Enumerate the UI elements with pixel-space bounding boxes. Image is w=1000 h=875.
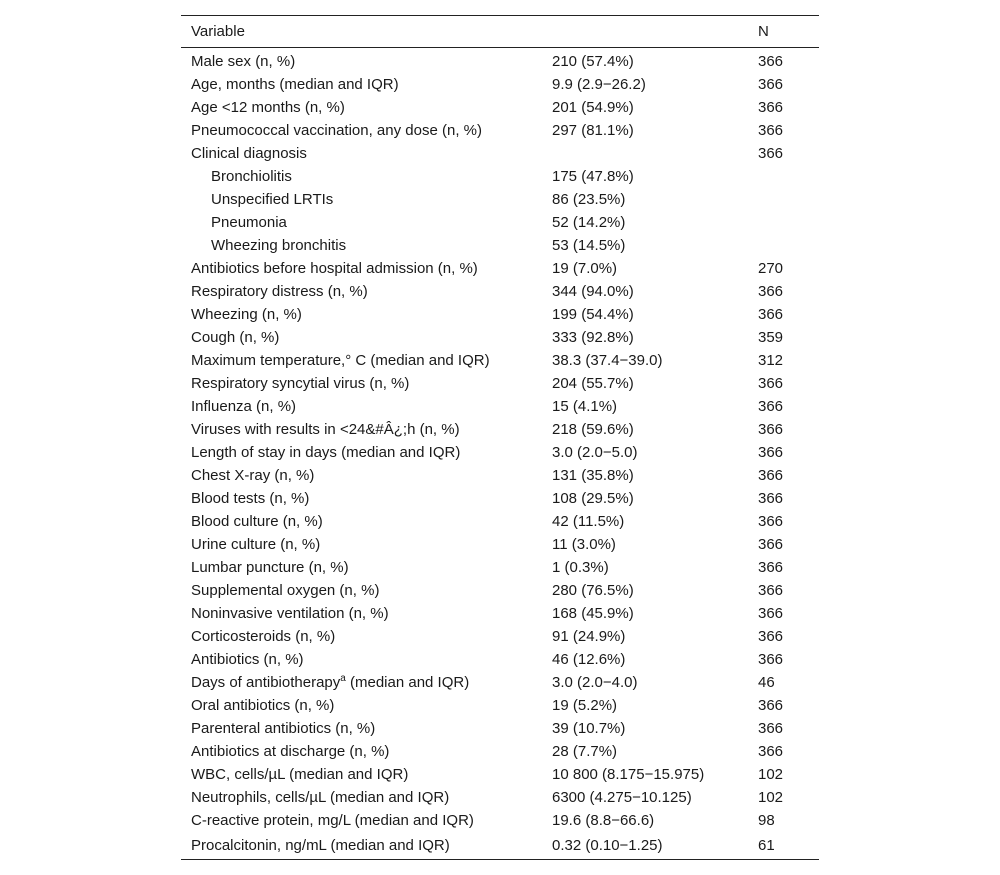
cell-value: 6300 (4.275−10.125) [552,789,692,806]
cell-variable [181,510,542,533]
cell-value: 19 (5.2%) [552,697,618,714]
variable-label-suffix: (median and IQR) [345,674,470,691]
cell-variable [181,326,542,349]
cell-value: 204 (55.7%) [552,375,634,392]
table-row [181,740,819,763]
cell-value: 39 (10.7%) [552,720,626,737]
cell-n: 366 [758,76,784,93]
table-row [181,671,819,694]
variable-label: Bronchiolitis [211,168,292,185]
cell-variable [181,487,542,510]
cell-n: 366 [758,536,784,553]
variable-label: Male sex (n, %) [191,53,296,70]
variable-label: Chest X-ray (n, %) [191,467,315,484]
cell-value: 3.0 (2.0−4.0) [552,674,638,691]
cell-variable [181,671,542,694]
cell-value: 38.3 (37.4−39.0) [552,352,663,369]
cell-n: 366 [758,651,784,668]
cell-variable [181,395,542,418]
variable-label: Respiratory distress (n, %) [191,283,368,300]
patient-characteristics-table [181,15,819,860]
variable-label: Blood culture (n, %) [191,513,323,530]
table-body [181,48,819,860]
header-variable: Variable [181,16,542,48]
table-row [181,579,819,602]
table-row [181,372,819,395]
cell-n: 366 [758,559,784,576]
cell-variable [181,717,542,740]
cell-n: 366 [758,53,784,70]
cell-value: 11 (3.0%) [552,536,616,553]
table-row [181,119,819,142]
cell-value: 199 (54.4%) [552,306,634,323]
variable-label: Antibiotics (n, %) [191,651,304,668]
cell-n [748,188,819,211]
table-row [181,625,819,648]
cell-variable [181,303,542,326]
data-table-container [181,15,819,860]
cell-value: 46 (12.6%) [552,651,626,668]
table-row [181,257,819,280]
cell-n: 270 [758,260,784,277]
cell-n [748,211,819,234]
table-header [181,16,819,48]
table-row [181,303,819,326]
cell-value: 10 800 (8.175−15.975) [552,766,705,783]
cell-variable [181,602,542,625]
cell-value: 19.6 (8.8−66.6) [552,812,655,829]
cell-n: 366 [758,743,784,760]
table-row [181,832,819,860]
variable-label: Neutrophils, cells/µL (median and IQR) [191,789,450,806]
cell-variable [181,211,542,234]
table-row [181,464,819,487]
cell-variable [181,648,542,671]
variable-label: WBC, cells/µL (median and IQR) [191,766,409,783]
variable-label: C-reactive protein, mg/L (median and IQR) [191,812,474,829]
cell-value: 333 (92.8%) [552,329,634,346]
variable-label: Respiratory syncytial virus (n, %) [191,375,410,392]
cell-n [748,165,819,188]
table-row [181,441,819,464]
cell-n: 366 [758,605,784,622]
table-row [181,717,819,740]
cell-n: 61 [748,832,819,860]
cell-value: 28 (7.7%) [552,743,618,760]
cell-value: 210 (57.4%) [552,53,634,70]
cell-variable [181,786,542,809]
variable-label: Unspecified LRTIs [211,191,334,208]
cell-value: 168 (45.9%) [552,605,634,622]
cell-value: 201 (54.9%) [552,99,634,116]
cell-n: 366 [758,306,784,323]
cell-n: 359 [758,329,784,346]
table-row [181,142,819,165]
variable-label: Age <12 months (n, %) [191,99,345,116]
header-row [181,16,819,48]
cell-variable [181,694,542,717]
variable-label: Cough (n, %) [191,329,280,346]
cell-value: 3.0 (2.0−5.0) [552,444,638,461]
cell-n: 312 [758,352,784,369]
cell-n: 366 [758,145,784,162]
variable-label: Parenteral antibiotics (n, %) [191,720,376,737]
cell-n: 366 [758,697,784,714]
cell-n: 366 [758,490,784,507]
cell-variable [181,280,542,303]
table-row [181,694,819,717]
variable-label: Pneumonia [211,214,287,231]
cell-variable [181,441,542,464]
variable-label: Wheezing bronchitis [211,237,347,254]
table-row [181,556,819,579]
table-row [181,349,819,372]
variable-label: Noninvasive ventilation (n, %) [191,605,389,622]
variable-label: Clinical diagnosis [191,145,307,162]
variable-label: Antibiotics before hospital admission (n, %) [191,260,478,277]
cell-value: 53 (14.5%) [552,237,626,254]
cell-variable [181,625,542,648]
cell-variable [181,234,542,257]
cell-value: 15 (4.1%) [552,398,618,415]
table-row [181,165,819,188]
cell-n: 366 [758,467,784,484]
cell-n: 366 [758,628,784,645]
table-row [181,326,819,349]
cell-value: 9.9 (2.9−26.2) [552,76,646,93]
cell-value: 19 (7.0%) [552,260,618,277]
cell-value: 52 (14.2%) [552,214,626,231]
cell-variable [181,257,542,280]
footnote-marker: a [340,673,346,684]
cell-n: 366 [758,122,784,139]
cell-n: 46 [758,674,775,691]
variable-label: Age, months (median and IQR) [191,76,399,93]
cell-n: 366 [758,513,784,530]
cell-value [542,142,748,165]
cell-variable [181,464,542,487]
cell-n: 366 [758,283,784,300]
cell-value: 218 (59.6%) [552,421,634,438]
table-row [181,395,819,418]
cell-variable [181,740,542,763]
table-row [181,487,819,510]
cell-variable [181,142,542,165]
cell-n: 366 [758,398,784,415]
cell-variable [181,73,542,96]
cell-n: 366 [758,444,784,461]
cell-variable [181,763,542,786]
variable-label: Pneumococcal vaccination, any dose (n, %) [191,122,482,139]
cell-n: 102 [758,766,784,783]
variable-label: Procalcitonin, ng/mL (median and IQR) [191,837,450,854]
cell-n: 366 [758,375,784,392]
variable-label: Corticosteroids (n, %) [191,628,336,645]
cell-value: 91 (24.9%) [552,628,626,645]
table-row [181,234,819,257]
cell-variable [181,119,542,142]
cell-n: 366 [758,421,784,438]
cell-variable [181,188,542,211]
cell-value: 131 (35.8%) [552,467,634,484]
table-row [181,510,819,533]
cell-variable [181,349,542,372]
variable-label: Days of antibiotherapy [191,674,341,691]
table-row [181,96,819,119]
variable-label: Antibiotics at discharge (n, %) [191,743,390,760]
table-row [181,211,819,234]
cell-value: 175 (47.8%) [552,168,634,185]
cell-variable [181,418,542,441]
cell-variable [181,165,542,188]
table-row [181,418,819,441]
variable-label: Oral antibiotics (n, %) [191,697,335,714]
cell-variable [181,556,542,579]
cell-n [748,234,819,257]
cell-n: 366 [758,99,784,116]
cell-n: 366 [758,582,784,599]
header-n: N [748,16,819,48]
cell-value: 1 (0.3%) [552,559,609,576]
table-row [181,809,819,832]
cell-variable [181,533,542,556]
cell-variable [181,809,542,832]
cell-variable [181,96,542,119]
variable-label: Lumbar puncture (n, %) [191,559,349,576]
table-row [181,73,819,96]
cell-value: 108 (29.5%) [552,490,634,507]
cell-value: 280 (76.5%) [552,582,634,599]
table-row [181,48,819,74]
table-row [181,188,819,211]
cell-variable [181,372,542,395]
cell-variable [181,832,542,860]
cell-value: 297 (81.1%) [552,122,634,139]
variable-label: Wheezing (n, %) [191,306,302,323]
variable-label: Blood tests (n, %) [191,490,310,507]
table-row [181,280,819,303]
cell-value: 0.32 (0.10−1.25) [542,832,748,860]
cell-value: 86 (23.5%) [552,191,626,208]
variable-label: Influenza (n, %) [191,398,297,415]
cell-value: 344 (94.0%) [552,283,634,300]
cell-n: 102 [758,789,784,806]
cell-variable [181,48,542,74]
variable-label: Viruses with results in <24&#Â¿;h (n, %) [191,421,460,438]
header-value [542,16,748,48]
cell-n: 366 [758,720,784,737]
variable-label: Length of stay in days (median and IQR) [191,444,461,461]
table-row [181,786,819,809]
cell-n: 98 [758,812,775,829]
table-row [181,763,819,786]
table-row [181,533,819,556]
table-row [181,648,819,671]
variable-label: Urine culture (n, %) [191,536,321,553]
table-row [181,602,819,625]
cell-value: 42 (11.5%) [552,513,625,530]
cell-variable [181,579,542,602]
variable-label: Maximum temperature,° C (median and IQR) [191,352,490,369]
variable-label: Supplemental oxygen (n, %) [191,582,380,599]
